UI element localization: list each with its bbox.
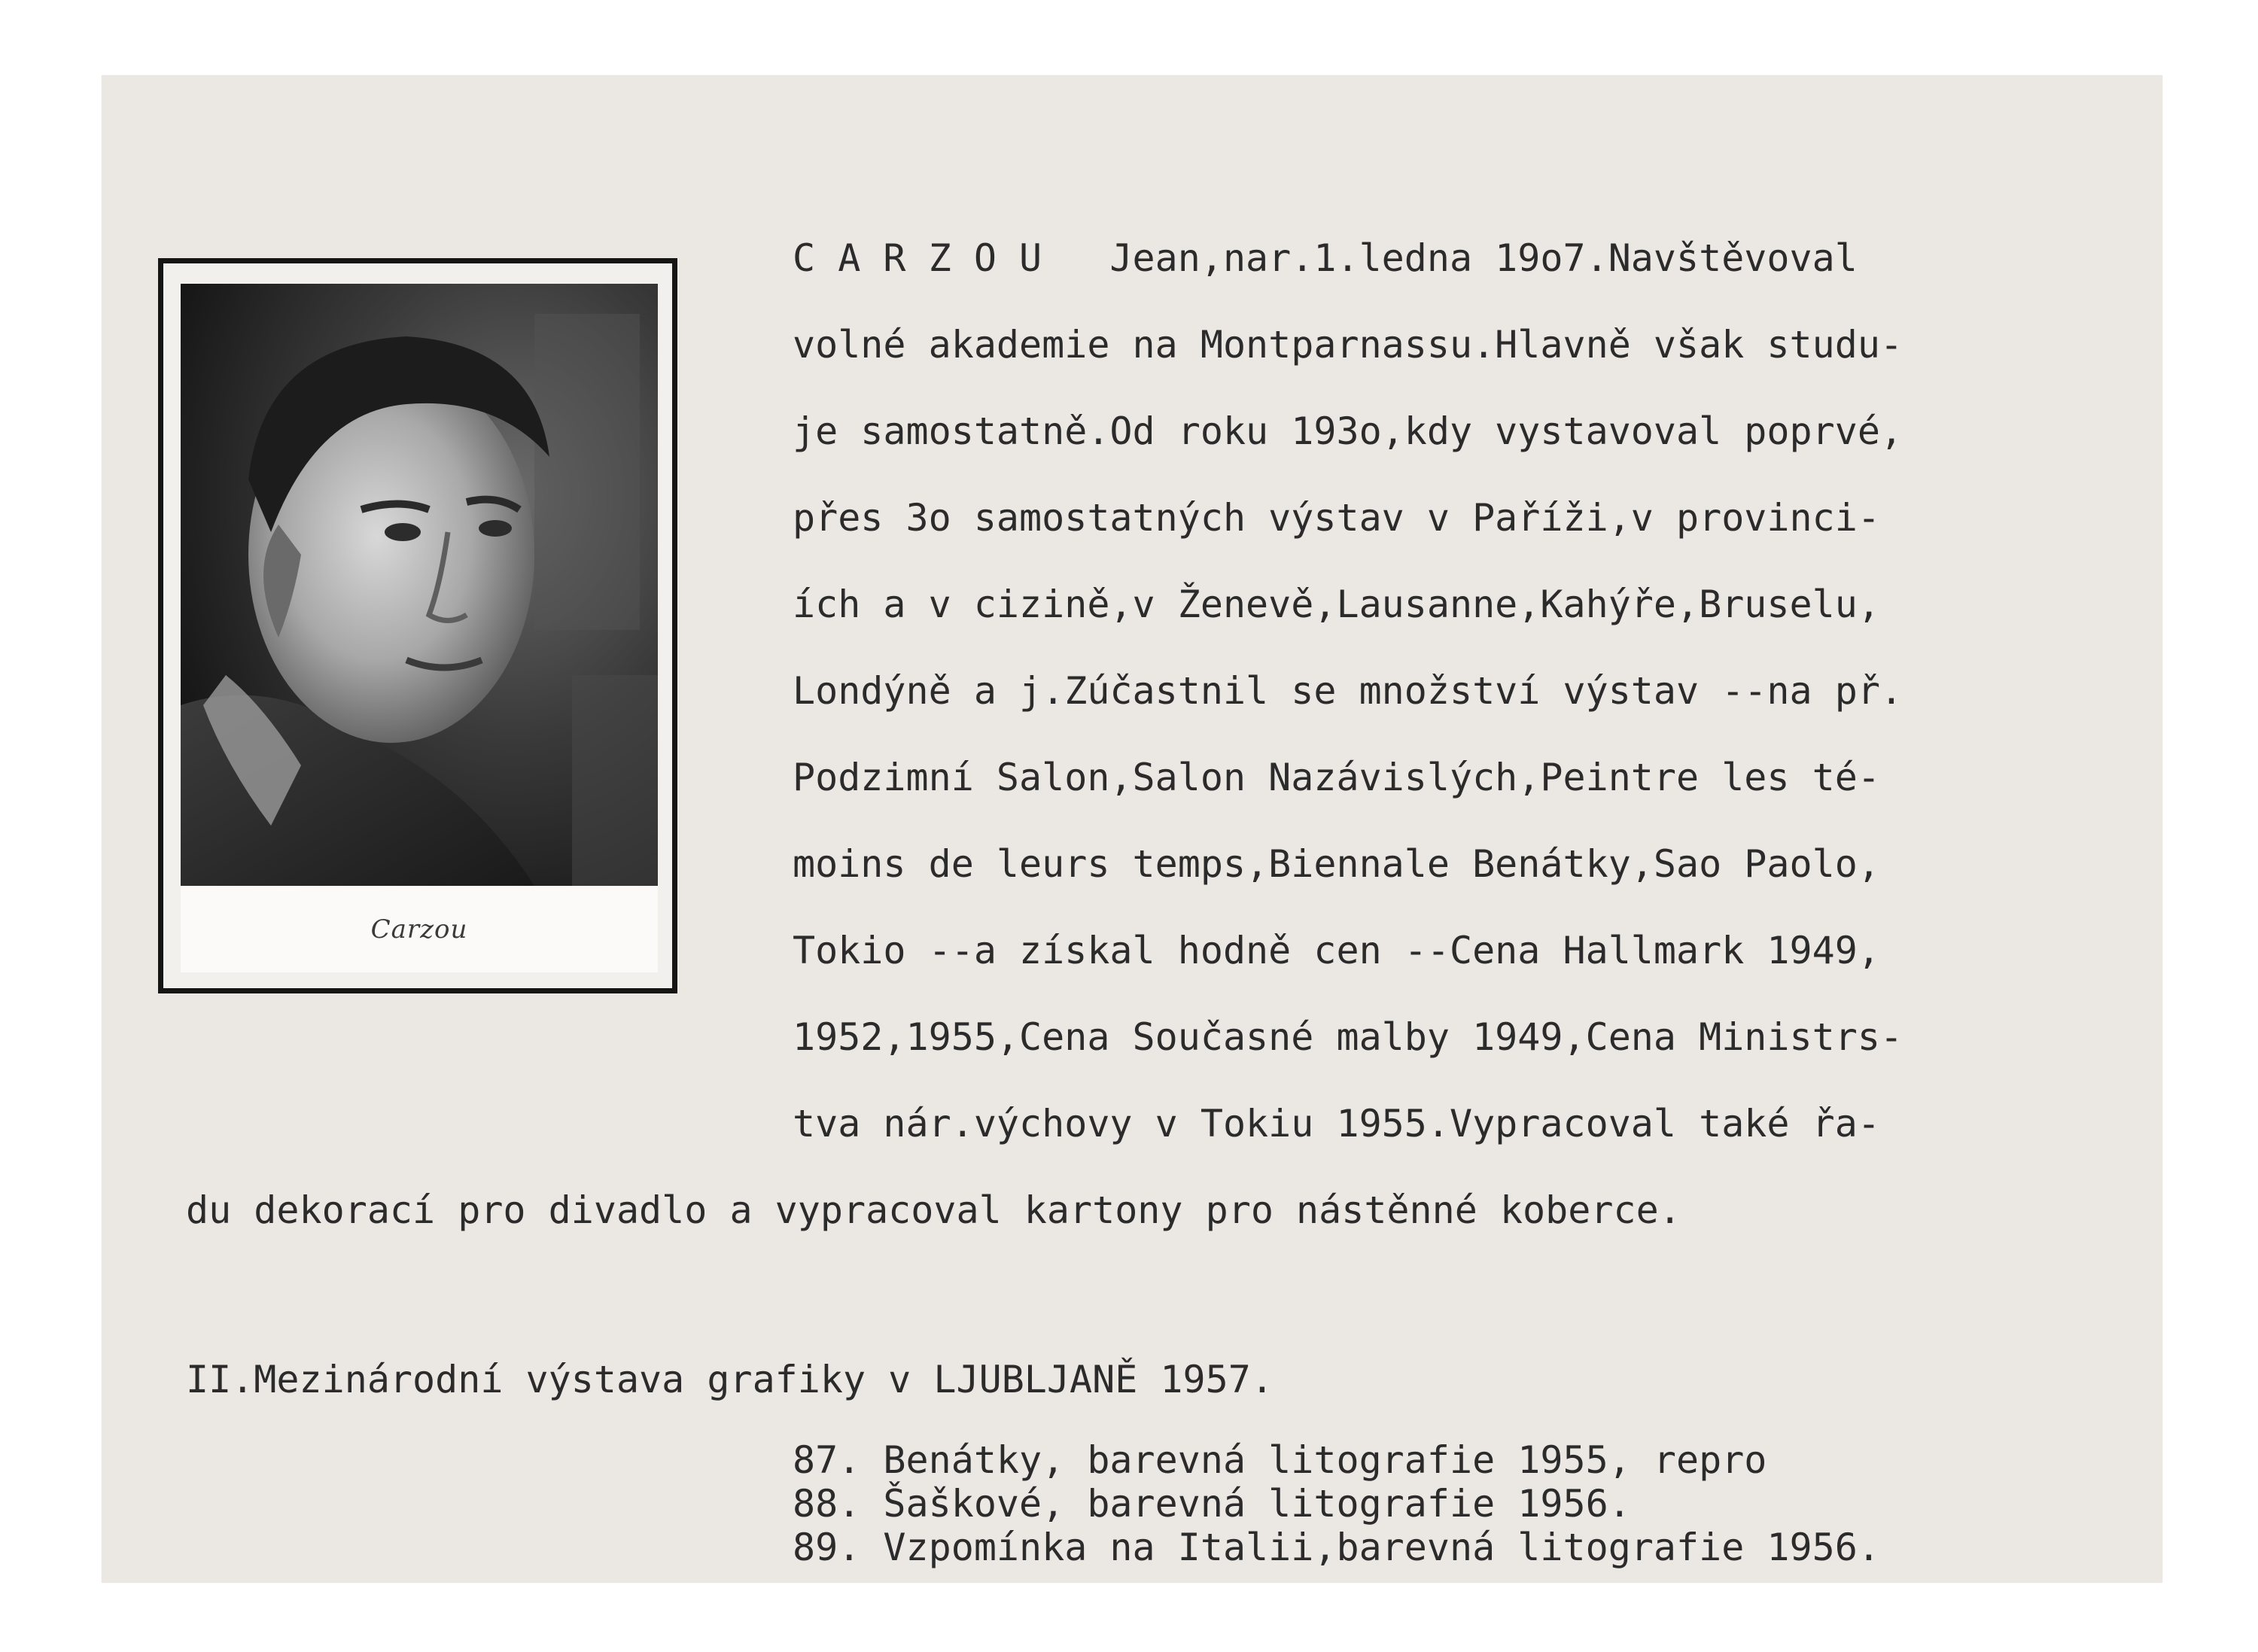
bio-line-10: 1952,1955,Cena Současné malby 1949,Cena Ministrs- xyxy=(793,1015,1903,1059)
bio-line-11: tva nár.výchovy v Tokiu 1955.Vypracoval také řa- xyxy=(793,1102,1880,1145)
bio-line-4: přes 3o samostatných výstav v Paříži,v provinci- xyxy=(793,496,1880,540)
bio-line-5: ích a v cizině,v Ženevě,Lausanne,Kahýře,Bruselu, xyxy=(793,583,1880,626)
bio-line-9: Tokio --a získal hodně cen --Cena Hallmark 1949, xyxy=(793,929,1880,972)
exhibition-item-88: 88. Šaškové, barevná litografie 1956. xyxy=(793,1482,1631,1526)
portrait-photo xyxy=(181,284,658,886)
caption-strip xyxy=(181,886,658,972)
portrait-card xyxy=(158,258,677,993)
exhibition-heading: II.Mezinárodní výstava grafiky v LJUBLJANĚ 1957. xyxy=(186,1358,1274,1401)
bio-line-1: C A R Z O U Jean,nar.1.ledna 19o7.Navštěvoval xyxy=(793,236,1858,280)
exhibition-item-87: 87. Benátky, barevná litografie 1955, repro xyxy=(793,1438,1767,1482)
bio-final-line: du dekorací pro divadlo a vypracoval kartony pro nástěnné koberce. xyxy=(186,1188,1681,1232)
bio-line-3: je samostatně.Od roku 193o,kdy vystavoval poprvé, xyxy=(793,409,1903,453)
bio-line-7: Podzimní Salon,Salon Nazávislých,Peintre les té- xyxy=(793,756,1880,799)
bio-line-8: moins de leurs temps,Biennale Benátky,Sao Paolo, xyxy=(793,842,1880,886)
bio-line-2: volné akademie na Montparnassu.Hlavně však studu- xyxy=(793,323,1903,367)
bio-line-6: Londýně a j.Zúčastnil se množství výstav --na př. xyxy=(793,669,1903,713)
document-sheet xyxy=(102,75,2162,1583)
exhibition-item-89: 89. Vzpomínka na Italii,barevná litografie 1956. xyxy=(793,1526,1880,1569)
portrait-caption: Carzou xyxy=(370,914,468,945)
